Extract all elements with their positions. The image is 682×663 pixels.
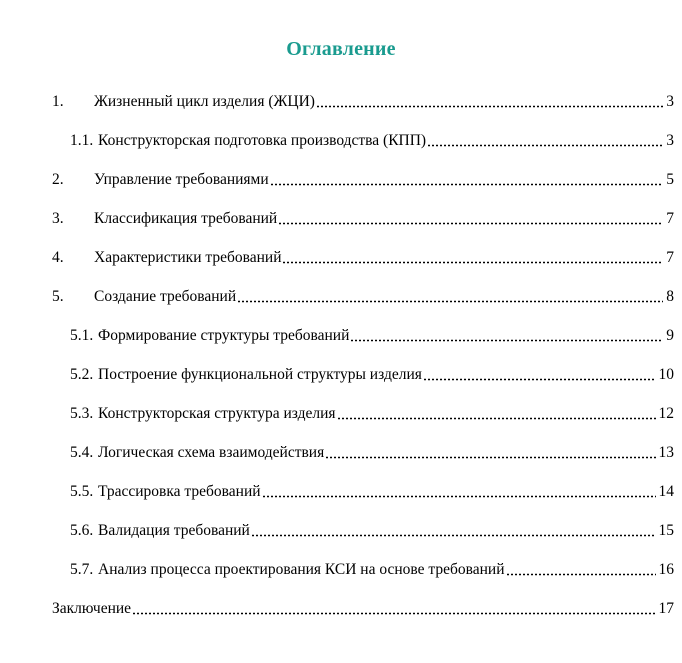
toc-entry-title: Трассировка требований [98, 483, 261, 500]
toc-entry[interactable] [70, 322, 674, 346]
toc-dot-leader [325, 456, 655, 459]
toc-entry-title: Анализ процесса проектирования КСИ на основе требований [98, 561, 505, 578]
toc-entry-page: 7 [666, 249, 674, 266]
toc-entry-number: 1. [52, 93, 64, 110]
toc-entry-page: 7 [666, 210, 674, 227]
toc-entry-title: Заключение [52, 600, 132, 617]
toc-title: Оглавление [286, 38, 396, 60]
toc-dot-leader [350, 339, 663, 342]
toc-entry-number: 5.5. [70, 483, 94, 500]
toc-dot-leader [262, 495, 656, 498]
toc-entry[interactable] [52, 166, 674, 190]
toc-entry-number: 5.1. [70, 327, 94, 344]
toc-dot-leader [270, 183, 664, 186]
toc-entry-title: Классификация требований [94, 210, 278, 227]
toc-entry[interactable] [70, 517, 674, 541]
toc-entry-number: 5.2. [70, 366, 94, 383]
toc-entry-page: 9 [666, 327, 674, 344]
toc-entry-number: 4. [52, 249, 64, 266]
toc-entry-title: Конструкторская подготовка производства (КПП) [98, 132, 427, 149]
toc-dot-leader [251, 534, 656, 537]
toc-entry-number: 2. [52, 171, 64, 188]
toc-dot-leader [278, 222, 663, 225]
toc-dot-leader [282, 261, 663, 264]
toc-entry-title: Создание требований [94, 288, 237, 305]
toc-dot-leader [237, 300, 663, 303]
toc-entry[interactable] [70, 439, 674, 463]
toc-entry-page: 14 [658, 483, 674, 500]
toc-entry-page: 3 [666, 93, 674, 110]
toc-dot-leader [506, 573, 656, 576]
toc-entry-page: 8 [666, 288, 674, 305]
toc-entry-title: Жизненный цикл изделия (ЖЦИ) [94, 93, 315, 110]
toc-entry-page: 15 [658, 522, 674, 539]
toc-entry-number: 1.1. [70, 132, 94, 149]
toc-entry-title: Управление требованиями [94, 171, 269, 188]
toc-entry[interactable] [70, 400, 674, 424]
toc-entry-title: Характеристики требований [94, 249, 282, 266]
toc-entry-number: 5.4. [70, 444, 94, 461]
toc-entry-title: Валидация требований [98, 522, 250, 539]
toc-entry[interactable] [52, 283, 674, 307]
toc-entry-page: 12 [658, 405, 674, 422]
toc-entry-title: Построение функциональной структуры изделия [98, 366, 422, 383]
toc-dot-leader [316, 105, 663, 108]
toc-entry[interactable] [52, 88, 674, 112]
toc-entry-number: 5.3. [70, 405, 94, 422]
toc-dot-leader [427, 144, 663, 147]
toc-entry[interactable] [52, 244, 674, 268]
toc-dot-leader [132, 612, 655, 615]
toc-entry-title: Формирование структуры требований [98, 327, 350, 344]
toc-entry[interactable] [52, 595, 674, 619]
toc-entry[interactable] [70, 127, 674, 151]
toc-entry-number: 3. [52, 210, 64, 227]
toc-dot-leader [337, 417, 656, 420]
toc-entry-title: Логическая схема взаимодействия [98, 444, 325, 461]
toc-dot-leader [423, 378, 656, 381]
toc-entry[interactable] [70, 361, 674, 385]
toc-entry-number: 5.7. [70, 561, 94, 578]
toc-entry-page: 13 [658, 444, 674, 461]
toc-entry-page: 5 [666, 171, 674, 188]
toc-entry-page: 3 [666, 132, 674, 149]
toc-entry-title: Конструкторская структура изделия [98, 405, 336, 422]
toc-entry-page: 17 [658, 600, 674, 617]
toc-entry[interactable] [70, 478, 674, 502]
toc-entry-page: 10 [658, 366, 674, 383]
toc-entry-page: 16 [658, 561, 674, 578]
toc-entry-number: 5. [52, 288, 64, 305]
toc-entry[interactable] [70, 556, 674, 580]
toc-entry[interactable] [52, 205, 674, 229]
toc-entry-number: 5.6. [70, 522, 94, 539]
